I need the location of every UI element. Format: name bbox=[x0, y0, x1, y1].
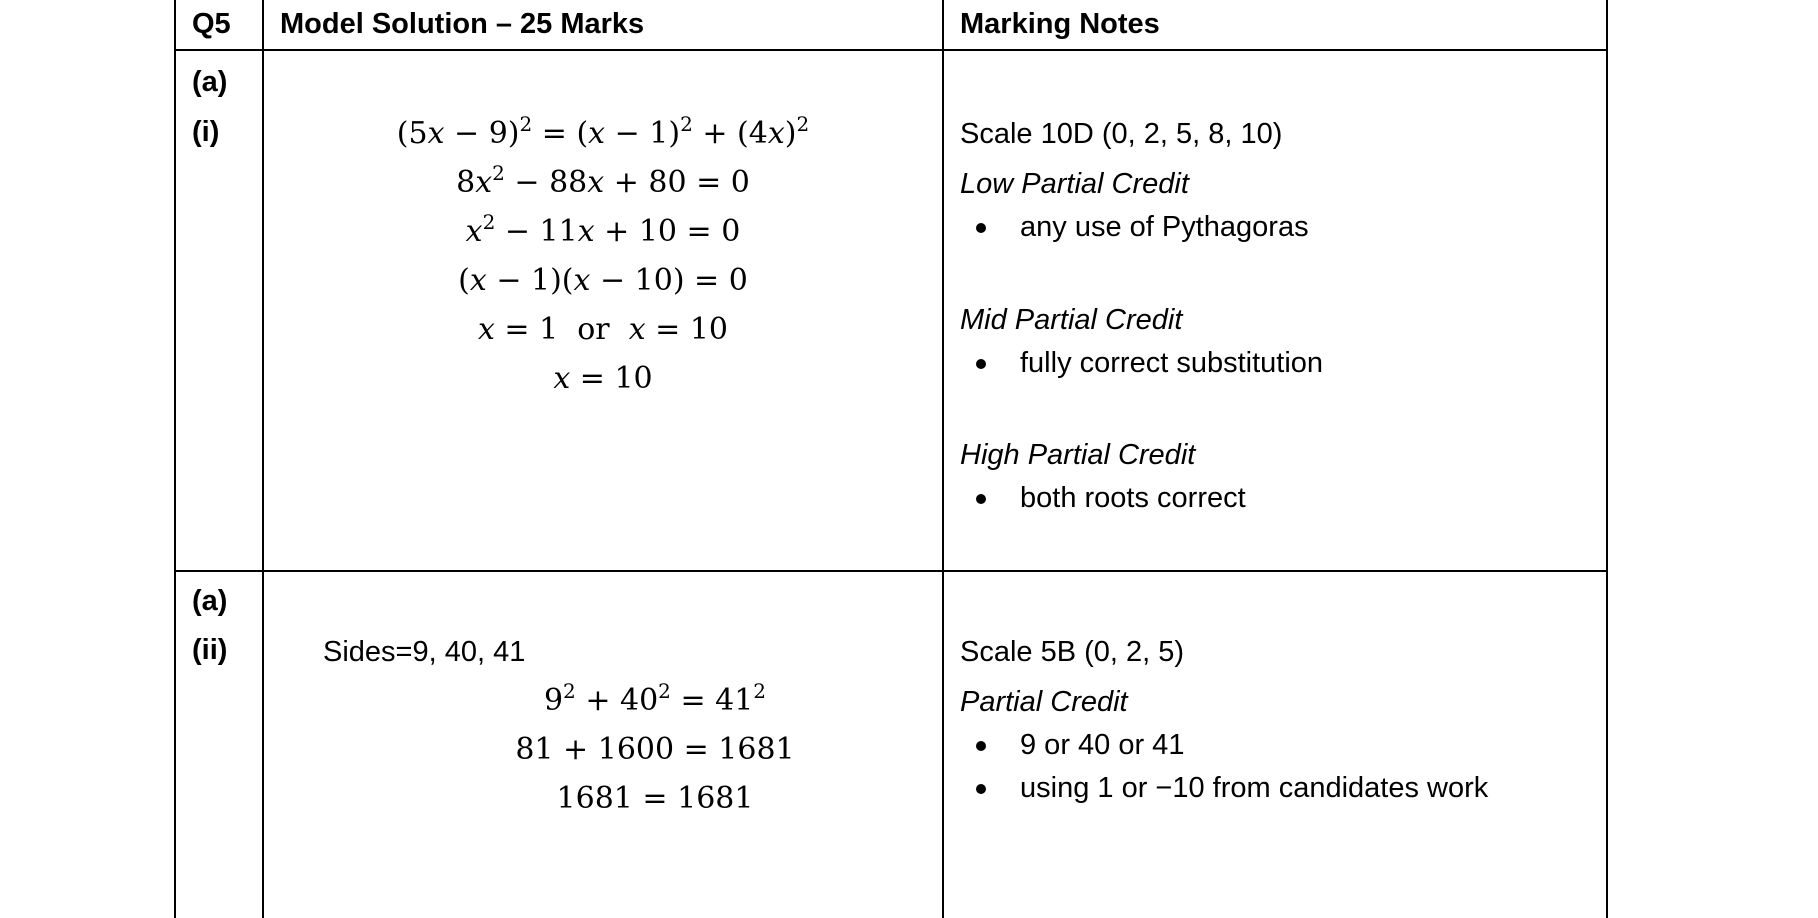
equation-line: 81 + 1600 = 1681 bbox=[515, 732, 795, 767]
mid-partial-credit-title: Mid Partial Credit bbox=[960, 304, 1183, 336]
part-label-ii: (ii) bbox=[192, 634, 228, 666]
equation-line: x = 1 or x = 10 bbox=[477, 312, 729, 347]
equation-line: $x^2 - 11x + 10 = 0$ bbox=[465, 210, 741, 249]
part-label-a: (a) bbox=[192, 585, 228, 617]
bullet-icon bbox=[976, 223, 986, 233]
bullet-icon bbox=[976, 784, 986, 794]
sides-text: Sides=9, 40, 41 bbox=[323, 636, 526, 668]
equation-line: (x − 1)(x − 10) = 0 bbox=[458, 263, 748, 298]
equation-line: 1681 = 1681 bbox=[556, 781, 754, 816]
equation-line: $(5x - 9)^2 = (x - 1)^2 + (4x)^2$ bbox=[396, 112, 810, 151]
row-divider-a-i bbox=[176, 570, 1606, 572]
solution-column-title: Model Solution – 25 Marks bbox=[280, 8, 645, 40]
bullet-icon bbox=[976, 741, 986, 751]
equation-line: x = 10 bbox=[553, 361, 653, 396]
part-label-i: (i) bbox=[192, 116, 220, 148]
bullet-icon bbox=[976, 359, 986, 369]
part-label-a: (a) bbox=[192, 66, 228, 98]
notes-column-title: Marking Notes bbox=[960, 8, 1160, 40]
low-partial-credit-title: Low Partial Credit bbox=[960, 168, 1189, 200]
question-number: Q5 bbox=[192, 8, 231, 40]
header-row-divider bbox=[176, 49, 1606, 51]
scale-label: Scale 5B (0, 2, 5) bbox=[960, 636, 1185, 668]
high-partial-credit-title: High Partial Credit bbox=[960, 439, 1196, 471]
equation-line: $8x^2 - 88x + 80 = 0$ bbox=[456, 161, 750, 200]
equation-line: $9^2 + 40^2 = 41^2$ bbox=[543, 679, 767, 718]
partial-credit-title: Partial Credit bbox=[960, 686, 1128, 718]
bullet-icon bbox=[976, 494, 986, 504]
scale-label: Scale 10D (0, 2, 5, 8, 10) bbox=[960, 118, 1283, 150]
marking-scheme-table: Q5 Model Solution – 25 Marks Marking Notes (a) (i) $(5x - 9)^2 = (x - 1)^2 + (4x)^2$ $8x^2 - 88x + 80 = 0$ $x^2 - 11x + 10 = 0$ (x − 1)(x − 10) = 0 x = 1 or x = 10 x = 10 Scale 10D (0, 2, 5, 8, 10) Low Partial Credit any use of Pythagoras Mid Partial Credit fully correct substitution High Partial Credit both roots correct (a) (ii) Sides=9, 40, 41 $9^2 + 40^2 = 41^2$ 81 + 1600 = 1681 1681 = 1681 Scale 5B (0, 2, 5) Partial Credit 9 or 40 or 41 using 1 or −10 from candidates work bbox=[174, 0, 1608, 918]
